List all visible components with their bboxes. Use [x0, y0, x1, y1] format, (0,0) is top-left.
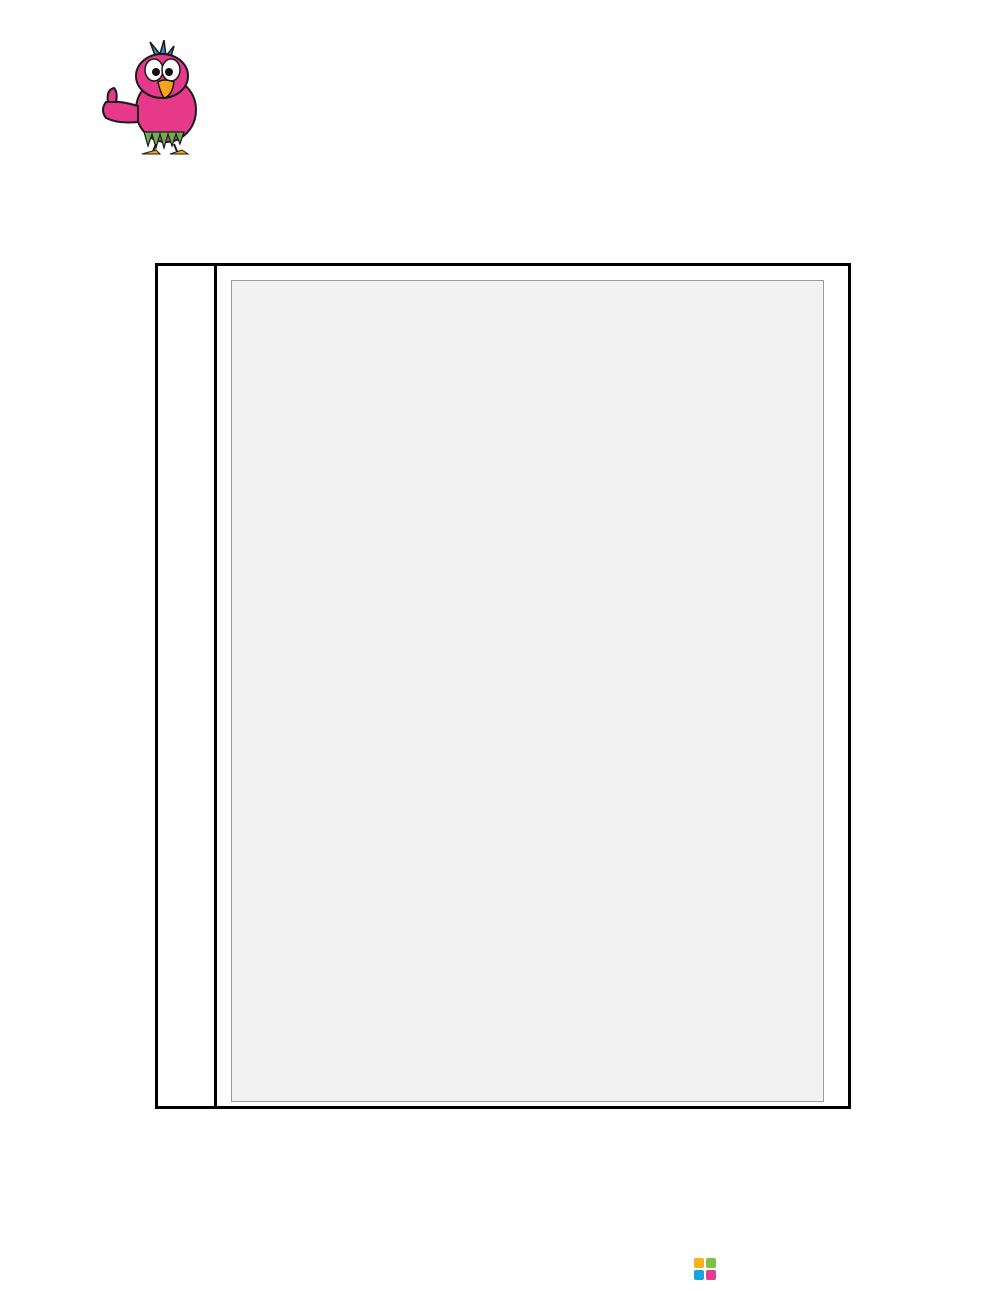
logo-blocks-icon	[694, 1258, 716, 1280]
worksheet-table	[155, 263, 851, 1109]
word-grid	[231, 280, 824, 1102]
row-number-column	[158, 266, 217, 1106]
parrot-mascot-icon	[98, 40, 202, 158]
liveworksheets-logo	[694, 1252, 994, 1286]
